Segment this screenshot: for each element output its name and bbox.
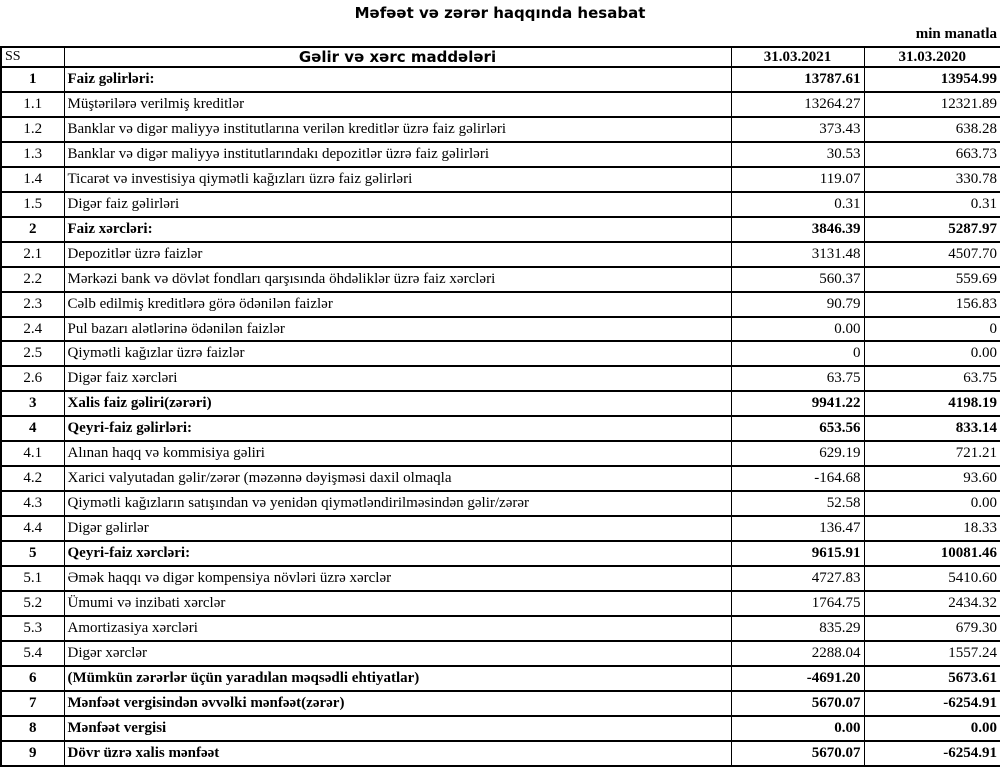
table-row — [1, 641, 1000, 666]
row-ss-cell: 1 — [1, 67, 64, 92]
column-header-item: Gəlir və xərc maddələri — [64, 47, 731, 67]
row-label-cell: (Mümkün zərərlər üçün yaradılan məqsədli ehtiyatlar) — [64, 666, 731, 691]
row-value-2021-cell: 5670.07 — [731, 741, 864, 766]
row-ss-cell: 2.4 — [1, 317, 64, 342]
row-ss-cell: 4.4 — [1, 516, 64, 541]
table-row — [1, 691, 1000, 716]
row-ss-cell: 5.1 — [1, 566, 64, 591]
row-value-2021-cell: -164.68 — [731, 466, 864, 491]
table-row — [1, 441, 1000, 466]
row-label-cell: Alınan haqq və kommisiya gəliri — [64, 441, 731, 466]
row-label-cell: Xarici valyutadan gəlir/zərər (məzənnə dəyişməsi daxil olmaqla — [64, 466, 731, 491]
row-label-cell: Mənfəət vergisi — [64, 716, 731, 741]
row-label-cell: Qiymətli kağızların satışından və yenidən qiymətləndirilməsindən gəlir/zərər — [64, 491, 731, 516]
row-value-2021-cell: 3846.39 — [731, 217, 864, 242]
row-value-2021-cell: 2288.04 — [731, 641, 864, 666]
row-value-2021-cell: 560.37 — [731, 267, 864, 292]
row-value-2021-cell: 119.07 — [731, 167, 864, 192]
table-header-row — [1, 47, 1000, 67]
row-value-2020-cell: -6254.91 — [864, 741, 1000, 766]
row-ss-cell: 4.2 — [1, 466, 64, 491]
row-label-cell: Amortizasiya xərcləri — [64, 616, 731, 641]
row-value-2020-cell: 1557.24 — [864, 641, 1000, 666]
page-title: Məfəət və zərər haqqında hesabat — [354, 4, 646, 22]
column-header-2021: 31.03.2021 — [731, 47, 864, 67]
table-row — [1, 92, 1000, 117]
row-value-2020-cell: 330.78 — [864, 167, 1000, 192]
row-value-2021-cell: 90.79 — [731, 292, 864, 317]
row-value-2021-cell: 4727.83 — [731, 566, 864, 591]
row-label-cell: Faiz xərcləri: — [64, 217, 731, 242]
row-value-2021-cell: -4691.20 — [731, 666, 864, 691]
row-value-2021-cell: 136.47 — [731, 516, 864, 541]
row-label-cell: Digər faiz gəlirləri — [64, 192, 731, 217]
row-value-2020-cell: 2434.32 — [864, 591, 1000, 616]
row-value-2020-cell: 4507.70 — [864, 242, 1000, 267]
row-label-cell: Müştərilərə verilmiş kreditlər — [64, 92, 731, 117]
row-label-cell: Digər gəlirlər — [64, 516, 731, 541]
table-row — [1, 167, 1000, 192]
table-row — [1, 716, 1000, 741]
row-value-2020-cell: 5410.60 — [864, 566, 1000, 591]
table-row — [1, 292, 1000, 317]
row-label-cell: Qeyri-faiz xərcləri: — [64, 541, 731, 566]
row-value-2020-cell: 4198.19 — [864, 391, 1000, 416]
table-row — [1, 117, 1000, 142]
row-label-cell: Dövr üzrə xalis mənfəət — [64, 741, 731, 766]
row-value-2020-cell: 0 — [864, 317, 1000, 342]
row-ss-cell: 4.1 — [1, 441, 64, 466]
row-ss-cell: 2.6 — [1, 366, 64, 391]
row-value-2021-cell: 52.58 — [731, 491, 864, 516]
table-row — [1, 741, 1000, 766]
row-value-2020-cell: -6254.91 — [864, 691, 1000, 716]
row-value-2020-cell: 10081.46 — [864, 541, 1000, 566]
row-value-2020-cell: 93.60 — [864, 466, 1000, 491]
row-label-cell: Faiz gəlirləri: — [64, 67, 731, 92]
table-row — [1, 491, 1000, 516]
profit-loss-table — [0, 46, 1000, 767]
row-ss-cell: 2.1 — [1, 242, 64, 267]
row-value-2021-cell: 653.56 — [731, 416, 864, 441]
row-value-2021-cell: 5670.07 — [731, 691, 864, 716]
row-label-cell: Qiymətli kağızlar üzrə faizlər — [64, 341, 731, 366]
row-value-2021-cell: 0 — [731, 341, 864, 366]
row-ss-cell: 8 — [1, 716, 64, 741]
row-label-cell: Digər faiz xərcləri — [64, 366, 731, 391]
table-row — [1, 391, 1000, 416]
table-row — [1, 516, 1000, 541]
unit-note: min manatla — [915, 26, 997, 42]
row-value-2021-cell: 0.31 — [731, 192, 864, 217]
table-row — [1, 416, 1000, 441]
row-ss-cell: 2.5 — [1, 341, 64, 366]
row-label-cell: Depozitlər üzrə faizlər — [64, 242, 731, 267]
row-label-cell: Banklar və digər maliyyə institutlarındakı depozitlər üzrə faiz gəlirləri — [64, 142, 731, 167]
row-ss-cell: 7 — [1, 691, 64, 716]
table-row — [1, 566, 1000, 591]
row-value-2020-cell: 0.00 — [864, 341, 1000, 366]
row-value-2020-cell: 721.21 — [864, 441, 1000, 466]
row-ss-cell: 4 — [1, 416, 64, 441]
table-row — [1, 217, 1000, 242]
row-ss-cell: 2.2 — [1, 267, 64, 292]
row-value-2021-cell: 629.19 — [731, 441, 864, 466]
table-row — [1, 267, 1000, 292]
row-ss-cell: 5.2 — [1, 591, 64, 616]
row-ss-cell: 9 — [1, 741, 64, 766]
row-value-2020-cell: 0.00 — [864, 491, 1000, 516]
row-value-2021-cell: 0.00 — [731, 317, 864, 342]
row-value-2021-cell: 0.00 — [731, 716, 864, 741]
row-label-cell: Mənfəət vergisindən əvvəlki mənfəət(zərər) — [64, 691, 731, 716]
column-header-ss: SS — [1, 47, 64, 67]
row-label-cell: Digər xərclər — [64, 641, 731, 666]
row-ss-cell: 3 — [1, 391, 64, 416]
row-value-2020-cell: 63.75 — [864, 366, 1000, 391]
table-row — [1, 666, 1000, 691]
row-ss-cell: 4.3 — [1, 491, 64, 516]
row-ss-cell: 1.1 — [1, 92, 64, 117]
row-ss-cell: 5.4 — [1, 641, 64, 666]
row-label-cell: Ümumi və inzibati xərclər — [64, 591, 731, 616]
table-row — [1, 67, 1000, 92]
table-row — [1, 317, 1000, 342]
row-value-2021-cell: 373.43 — [731, 117, 864, 142]
row-label-cell: Əmək haqqı və digər kompensiya növləri üzrə xərclər — [64, 566, 731, 591]
row-value-2021-cell: 1764.75 — [731, 591, 864, 616]
row-value-2021-cell: 9941.22 — [731, 391, 864, 416]
row-value-2020-cell: 679.30 — [864, 616, 1000, 641]
row-value-2020-cell: 5287.97 — [864, 217, 1000, 242]
row-label-cell: Xalis faiz gəliri(zərəri) — [64, 391, 731, 416]
row-label-cell: Mərkəzi bank və dövlət fondları qarşısında öhdəliklər üzrə faiz xərcləri — [64, 267, 731, 292]
row-value-2020-cell: 638.28 — [864, 117, 1000, 142]
table-row — [1, 142, 1000, 167]
table-row — [1, 366, 1000, 391]
table-row — [1, 591, 1000, 616]
row-value-2021-cell: 9615.91 — [731, 541, 864, 566]
row-value-2021-cell: 30.53 — [731, 142, 864, 167]
table-row — [1, 341, 1000, 366]
row-label-cell: Banklar və digər maliyyə institutlarına verilən kreditlər üzrə faiz gəlirləri — [64, 117, 731, 142]
row-value-2021-cell: 13787.61 — [731, 67, 864, 92]
table-row — [1, 242, 1000, 267]
row-value-2020-cell: 12321.89 — [864, 92, 1000, 117]
table-row — [1, 466, 1000, 491]
row-value-2020-cell: 5673.61 — [864, 666, 1000, 691]
row-label-cell: Qeyri-faiz gəlirləri: — [64, 416, 731, 441]
row-value-2021-cell: 13264.27 — [731, 92, 864, 117]
row-label-cell: Ticarət və investisiya qiymətli kağızları üzrə faiz gəlirləri — [64, 167, 731, 192]
row-value-2020-cell: 0.00 — [864, 716, 1000, 741]
row-ss-cell: 1.3 — [1, 142, 64, 167]
row-ss-cell: 6 — [1, 666, 64, 691]
row-label-cell: Cəlb edilmiş kreditlərə görə ödənilən faizlər — [64, 292, 731, 317]
row-value-2020-cell: 13954.99 — [864, 67, 1000, 92]
row-ss-cell: 5.3 — [1, 616, 64, 641]
row-ss-cell: 5 — [1, 541, 64, 566]
row-value-2020-cell: 0.31 — [864, 192, 1000, 217]
row-label-cell: Pul bazarı alətlərinə ödənilən faizlər — [64, 317, 731, 342]
row-value-2020-cell: 833.14 — [864, 416, 1000, 441]
row-value-2021-cell: 835.29 — [731, 616, 864, 641]
row-ss-cell: 1.4 — [1, 167, 64, 192]
row-ss-cell: 2.3 — [1, 292, 64, 317]
table-row — [1, 616, 1000, 641]
row-value-2020-cell: 559.69 — [864, 267, 1000, 292]
row-value-2021-cell: 3131.48 — [731, 242, 864, 267]
row-value-2020-cell: 156.83 — [864, 292, 1000, 317]
row-ss-cell: 1.5 — [1, 192, 64, 217]
column-header-2020: 31.03.2020 — [864, 47, 1000, 67]
row-value-2020-cell: 18.33 — [864, 516, 1000, 541]
row-value-2021-cell: 63.75 — [731, 366, 864, 391]
row-value-2020-cell: 663.73 — [864, 142, 1000, 167]
table-row — [1, 541, 1000, 566]
row-ss-cell: 1.2 — [1, 117, 64, 142]
row-ss-cell: 2 — [1, 217, 64, 242]
table-row — [1, 192, 1000, 217]
